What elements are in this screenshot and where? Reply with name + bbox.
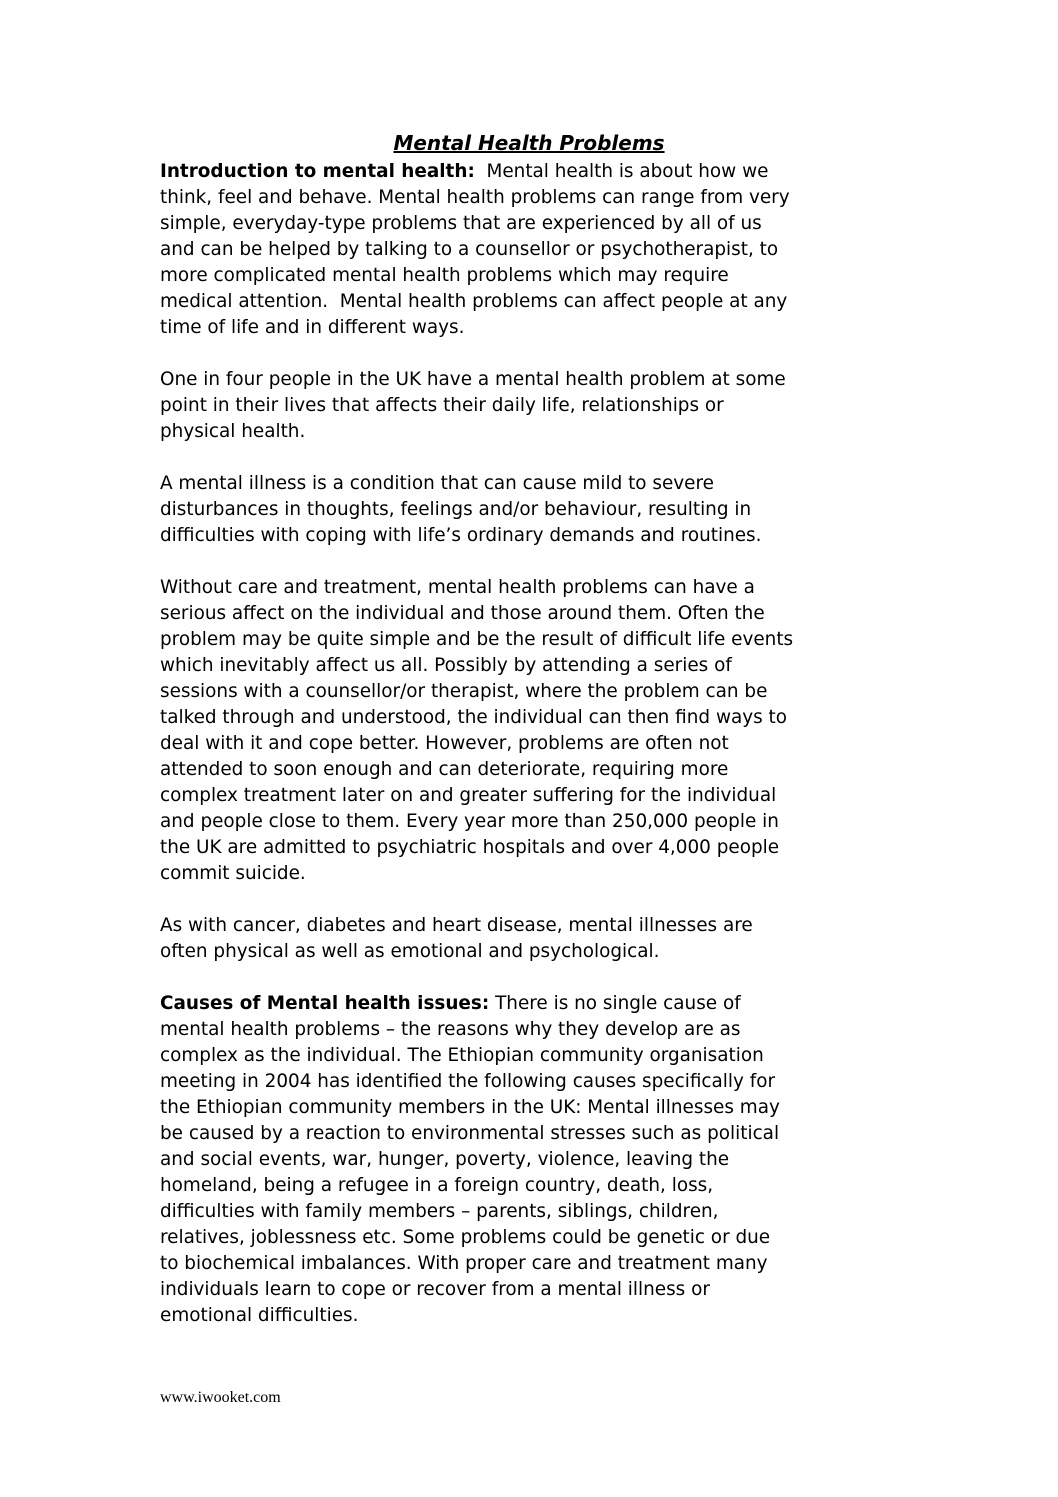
text-line xyxy=(160,991,898,1017)
text-line xyxy=(160,1303,898,1329)
text-line xyxy=(160,237,898,263)
line-text: commit suicide. xyxy=(160,863,306,884)
text-line xyxy=(160,1173,898,1199)
line-text: and people close to them. Every year more than 250,000 people in xyxy=(160,811,779,832)
line-text: One in four people in the UK have a mental health problem at some xyxy=(160,369,786,390)
section-heading: Causes of Mental health issues: xyxy=(160,993,490,1014)
page-title: Mental Health Problems xyxy=(393,131,665,155)
line-text: point in their lives that affects their daily life, relationships or xyxy=(160,395,724,416)
paragraph-gap xyxy=(160,445,898,471)
section-heading: Introduction to mental health: xyxy=(160,161,475,182)
line-text: meeting in 2004 has identified the following causes specifically for xyxy=(160,1071,776,1092)
text-line xyxy=(160,783,898,809)
line-text: time of life and in different ways. xyxy=(160,317,465,338)
paragraph-gap xyxy=(160,341,898,367)
text-line xyxy=(160,653,898,679)
text-line xyxy=(160,575,898,601)
line-text: Without care and treatment, mental health problems can have a xyxy=(160,577,755,598)
line-text: talked through and understood, the individual can then find ways to xyxy=(160,707,788,728)
line-text: homeland, being a refugee in a foreign country, death, loss, xyxy=(160,1175,714,1196)
line-text: relatives, joblessness etc. Some problems could be genetic or due xyxy=(160,1227,771,1248)
text-line xyxy=(160,1225,898,1251)
text-line xyxy=(160,1277,898,1303)
paragraph-gap xyxy=(160,965,898,991)
line-text: serious affect on the individual and those around them. Often the xyxy=(160,603,765,624)
text-line xyxy=(160,289,898,315)
line-text: complex as the individual. The Ethiopian community organisation xyxy=(160,1045,764,1066)
line-text: and can be helped by talking to a counsellor or psychotherapist, to xyxy=(160,239,779,260)
paragraph-gap xyxy=(160,549,898,575)
line-text: attended to soon enough and can deteriorate, requiring more xyxy=(160,759,729,780)
line-text: disturbances in thoughts, feelings and/or behaviour, resulting in xyxy=(160,499,752,520)
text-line xyxy=(160,471,898,497)
document-body xyxy=(160,159,898,1329)
line-text: complex treatment later on and greater suffering for the individual xyxy=(160,785,777,806)
line-text: physical health. xyxy=(160,421,306,442)
text-line xyxy=(160,809,898,835)
text-line xyxy=(160,705,898,731)
line-text: mental health problems – the reasons why they develop are as xyxy=(160,1019,741,1040)
text-line xyxy=(160,1069,898,1095)
line-text: sessions with a counsellor/or therapist, where the problem can be xyxy=(160,681,768,702)
line-text: Mental health is about how we xyxy=(474,161,769,182)
page-footer-url: www.iwooket.com xyxy=(160,1389,281,1406)
text-line xyxy=(160,627,898,653)
text-line xyxy=(160,263,898,289)
text-line xyxy=(160,835,898,861)
text-line xyxy=(160,1121,898,1147)
line-text: which inevitably affect us all. Possibly by attending a series of xyxy=(160,655,732,676)
text-line xyxy=(160,861,898,887)
line-text: difficulties with coping with life’s ordinary demands and routines. xyxy=(160,525,762,546)
text-line xyxy=(160,419,898,445)
text-line xyxy=(160,393,898,419)
text-line xyxy=(160,1043,898,1069)
text-line xyxy=(160,315,898,341)
line-text: medical attention. Mental health problems can affect people at any xyxy=(160,291,788,312)
line-text: often physical as well as emotional and psychological. xyxy=(160,941,660,962)
text-line xyxy=(160,159,898,185)
line-text: individuals learn to cope or recover from a mental illness or xyxy=(160,1279,710,1300)
text-line xyxy=(160,601,898,627)
text-line xyxy=(160,731,898,757)
line-text: difficulties with family members – parents, siblings, children, xyxy=(160,1201,719,1222)
text-line xyxy=(160,1147,898,1173)
line-text: more complicated mental health problems which may require xyxy=(160,265,729,286)
line-text: problem may be quite simple and be the result of difficult life events xyxy=(160,629,794,650)
text-line xyxy=(160,1251,898,1277)
text-line xyxy=(160,497,898,523)
text-line xyxy=(160,939,898,965)
line-text: simple, everyday-type problems that are experienced by all of us xyxy=(160,213,762,234)
paragraph-gap xyxy=(160,887,898,913)
text-line xyxy=(160,1199,898,1225)
line-text: deal with it and cope better. However, problems are often not xyxy=(160,733,729,754)
text-line xyxy=(160,523,898,549)
text-line xyxy=(160,913,898,939)
line-text: emotional difficulties. xyxy=(160,1305,359,1326)
text-line xyxy=(160,757,898,783)
line-text: As with cancer, diabetes and heart disease, mental illnesses are xyxy=(160,915,753,936)
text-line xyxy=(160,1095,898,1121)
line-text: A mental illness is a condition that can cause mild to severe xyxy=(160,473,714,494)
line-text: and social events, war, hunger, poverty, violence, leaving the xyxy=(160,1149,730,1170)
line-text: think, feel and behave. Mental health problems can range from very xyxy=(160,187,790,208)
line-text: There is no single cause of xyxy=(489,993,741,1014)
line-text: the UK are admitted to psychiatric hospitals and over 4,000 people xyxy=(160,837,780,858)
line-text: to biochemical imbalances. With proper care and treatment many xyxy=(160,1253,768,1274)
text-line xyxy=(160,1017,898,1043)
text-line xyxy=(160,679,898,705)
text-line xyxy=(160,211,898,237)
line-text: be caused by a reaction to environmental stresses such as political xyxy=(160,1123,780,1144)
text-line xyxy=(160,367,898,393)
text-line xyxy=(160,185,898,211)
line-text: the Ethiopian community members in the UK: Mental illnesses may xyxy=(160,1097,780,1118)
